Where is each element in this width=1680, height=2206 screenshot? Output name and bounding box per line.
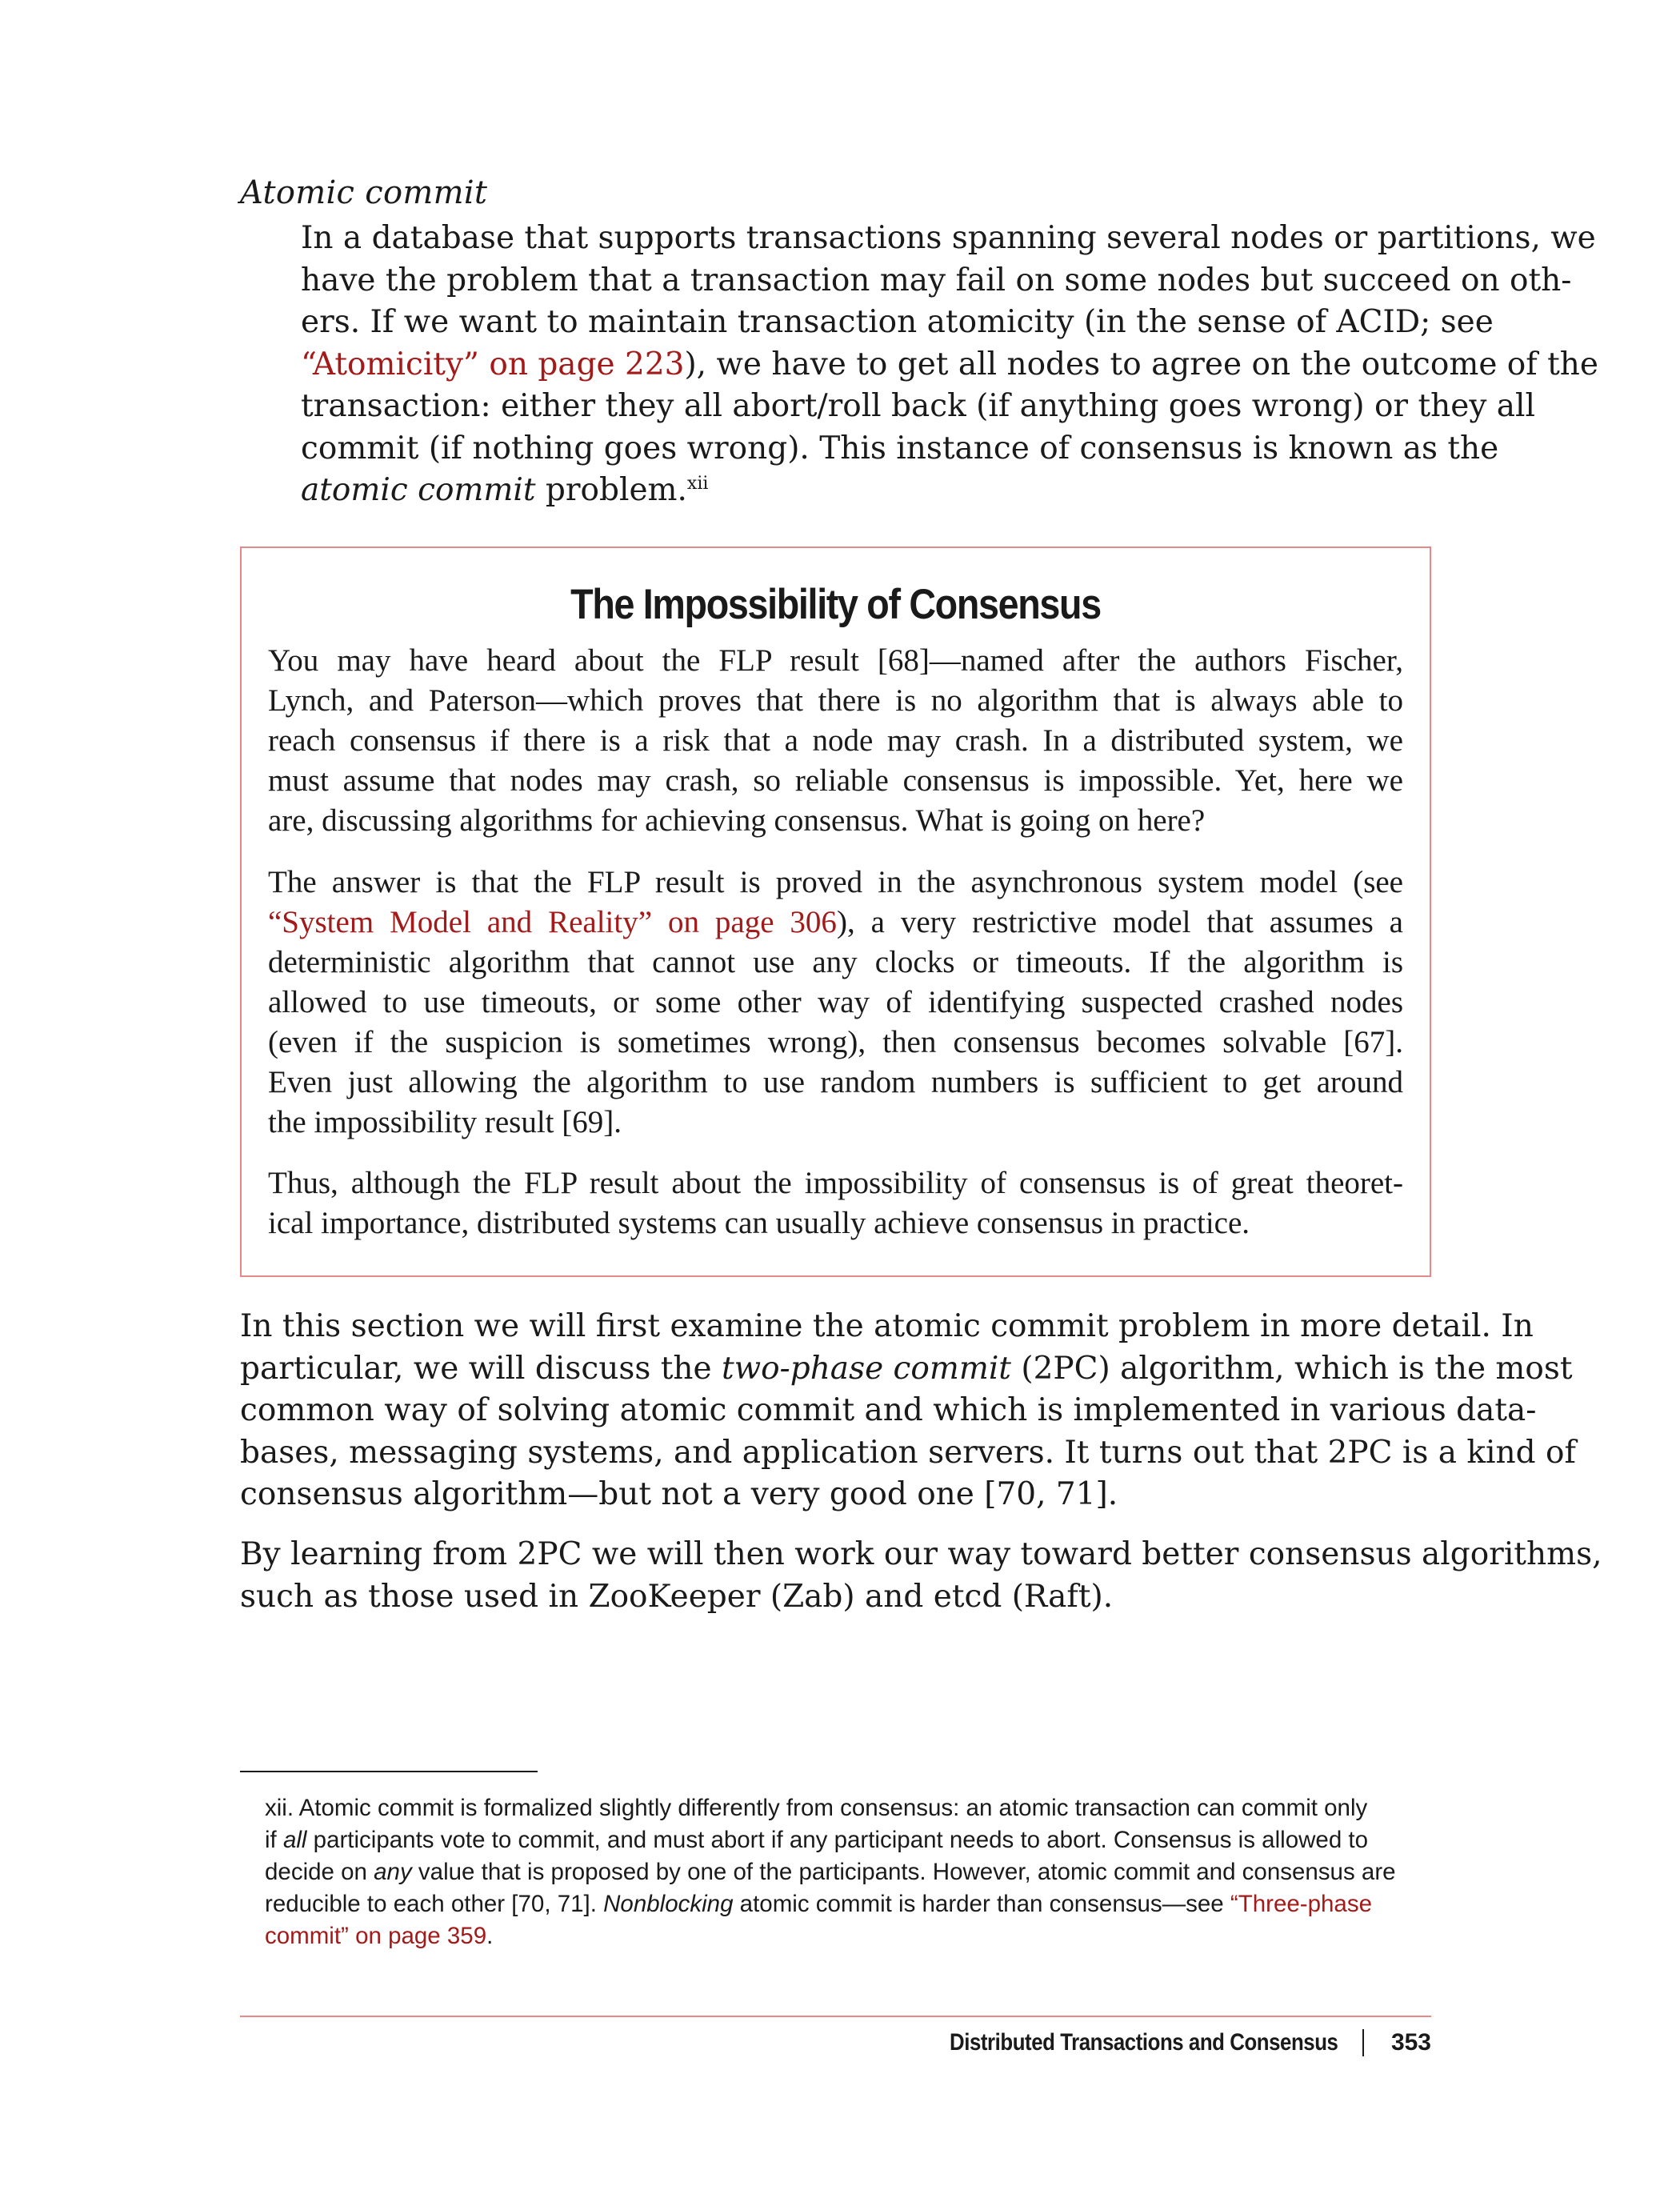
text-line: “Atomicity” on page 223), we have to get all nodes to agree on the outcome of the <box>301 346 1598 382</box>
text-line: consensus algorithm—but not a very good one [70, 71]. <box>240 1476 1118 1512</box>
text-line: deterministic algorithm that cannot use any clocks or timeouts. If the algorithm is <box>268 945 1403 979</box>
sidebar-title: The Impossibility of Consensus <box>570 581 1101 628</box>
text-line: Thus, although the FLP result about the impossibility of consensus is of great theoret- <box>268 1166 1403 1200</box>
text-line: “System Model and Reality” on page 306), a very restrictive model that assumes a <box>268 905 1403 939</box>
text-line: common way of solving atomic commit and which is implemented in various data- <box>240 1392 1537 1428</box>
footer-divider <box>240 2016 1431 2017</box>
text-line: such as those used in ZooKeeper (Zab) and etcd (Raft). <box>240 1578 1114 1615</box>
text-line: if all participants vote to commit, and must abort if any participant needs to abort. Consensus is allowed to <box>265 1827 1369 1853</box>
sidebar-paragraph <box>268 863 1403 1143</box>
body-paragraph <box>240 1534 1602 1618</box>
running-footer-title: Distributed Transactions and Consensus <box>950 2029 1338 2056</box>
page-number: 353 <box>1390 2029 1431 2056</box>
text-line: the impossibility result [69]. <box>268 1105 622 1139</box>
text-line: In this section we will first examine the atomic commit problem in more detail. In <box>240 1308 1534 1344</box>
text-line: decide on any value that is proposed by one of the participants. However, atomic commit and consensus are <box>265 1859 1396 1885</box>
text-line: commit” on page 359. <box>265 1923 494 1949</box>
text-line: have the problem that a transaction may fail on some nodes but succeed on oth- <box>301 262 1572 298</box>
footer-separator <box>1362 2029 1364 2056</box>
three-phase-commit-link[interactable]: commit” on page 359 <box>265 1923 487 1949</box>
text-line: You may have heard about the FLP result [68]—named after the authors Fischer, <box>268 643 1403 678</box>
text-line: (even if the suspicion is sometimes wrong), then consensus becomes solvable [67]. <box>268 1025 1403 1059</box>
footnote-divider <box>240 1771 538 1772</box>
text-line: ers. If we want to maintain transaction atomicity (in the sense of ACID; see <box>301 304 1494 340</box>
text-line: The answer is that the FLP result is proved in the asynchronous system model (see <box>268 865 1403 899</box>
text-line: particular, we will discuss the two-phase commit (2PC) algorithm, which is the most <box>240 1350 1573 1387</box>
three-phase-commit-link[interactable]: “Three-phase <box>1230 1891 1372 1917</box>
term-heading: Atomic commit <box>240 174 488 211</box>
italic-term: atomic commit <box>301 472 536 508</box>
text-line: reducible to each other [70, 71]. Nonblocking atomic commit is harder than consensus—see “Three-phase <box>265 1891 1372 1917</box>
sidebar-paragraph <box>268 641 1403 841</box>
text-line: reach consensus if there is a risk that a node may crash. In a distributed system, we <box>268 723 1403 758</box>
text-line: Lynch, and Paterson—which proves that there is no algorithm that is always able to <box>268 683 1403 718</box>
system-model-link[interactable]: “System Model and Reality” on page 306 <box>268 905 837 939</box>
page-footer <box>240 2024 1431 2064</box>
text-line: In a database that supports transactions spanning several nodes or partitions, we <box>301 220 1596 256</box>
text-line: transaction: either they all abort/roll back (if anything goes wrong) or they all <box>301 388 1535 424</box>
text-line: atomic commit problem.$^{xii}$ <box>301 472 709 508</box>
text-line: allowed to use timeouts, or some other way of identifying suspected crashed nodes <box>268 985 1403 1019</box>
footnote-ref[interactable]: xii <box>686 474 709 494</box>
term-definition <box>301 218 1598 512</box>
sidebar-paragraph <box>268 1163 1403 1243</box>
footnote-marker: xii. <box>265 1795 294 1821</box>
atomicity-link[interactable]: “Atomicity” on page 223 <box>301 346 685 382</box>
text-line: ical importance, distributed systems can usually achieve consensus in practice. <box>268 1206 1250 1240</box>
text-line: bases, messaging systems, and application servers. It turns out that 2PC is a kind of <box>240 1434 1576 1471</box>
text-line: Even just allowing the algorithm to use random numbers is sufficient to get around <box>268 1065 1403 1099</box>
text-line: xii. Atomic commit is formalized slightly differently from consensus: an atomic transaction can commit only <box>265 1795 1368 1821</box>
text-line: By learning from 2PC we will then work our way toward better consensus algorithms, <box>240 1536 1602 1572</box>
italic-term: two-phase commit <box>722 1350 1011 1387</box>
text-line: must assume that nodes may crash, so reliable consensus is impossible. Yet, here we <box>268 763 1403 798</box>
text-line: are, discussing algorithms for achieving consensus. What is going on here? <box>268 803 1206 838</box>
footnote <box>265 1792 1431 1952</box>
text-line: commit (if nothing goes wrong). This instance of consensus is known as the <box>301 430 1499 466</box>
sidebar-box <box>240 546 1431 1277</box>
body-paragraph <box>240 1306 1576 1516</box>
